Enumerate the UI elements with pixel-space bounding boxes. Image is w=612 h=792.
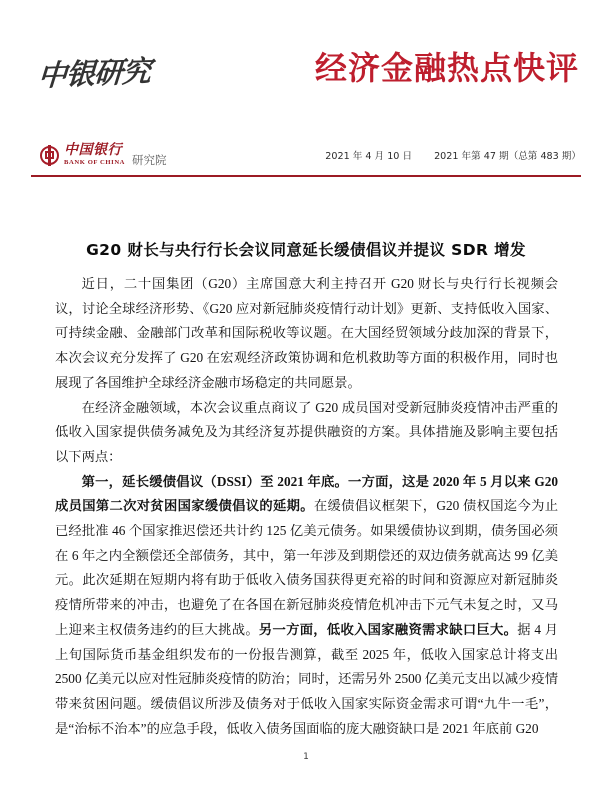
article-title: G20 财长与央行行长会议同意延长缓债倡议并提议 SDR 增发 [86, 241, 526, 260]
body-text: 近日，二十国集团（G20）主席国意大利主持召开 G20 财长与央行行长视频会议，讨论全球经济形势、《G20 应对新冠肺炎疫情行动计划》更新、支持低收入国家、可持续金融、金融部门改革和国际税收等议题。在大国经贸领域分歧加深的背景下，本次会议充分发挥了 G20 在宏观经济政策协调和危机救助等方面的积极作用，同时也展现了各国维护全球经济金融市场稳定的共同愿景。 [55, 276, 558, 390]
bank-of-china-emblem-icon [40, 146, 59, 165]
article-body [55, 272, 558, 741]
publication-date: 2021 年 4 月 10 日 [325, 151, 413, 162]
issue-number: 2021 年第 47 期（总第 483 期） [434, 151, 581, 162]
brand-calligraphy-logo: 中银研究 [36, 53, 152, 93]
emphasis-text: 第一，延长缓债倡议（DSSI）至 2021 年底。一方面，这是 2020 年 5 月以来 G20 成员国第二次对贫困国家缓债倡议的延期。 [55, 473, 558, 514]
subheader [31, 139, 581, 171]
publication-title: 经济金融热点快评 [314, 49, 579, 87]
paragraph [55, 396, 558, 470]
paragraph [55, 272, 558, 396]
emphasis-text: 另一方面，低收入国家融资需求缺口巨大。 [258, 621, 518, 637]
body-text: 在经济金融领域，本次会议重点商议了 G20 成员国对受新冠肺炎疫情冲击严重的低收入国家提供债务减免及为其经济复苏提供融资的方案。具体措施及影响主要包括以下两点： [55, 399, 558, 464]
page-number: 1 [303, 752, 309, 762]
bank-name-en: BANK OF CHINA [64, 159, 126, 166]
bank-of-china-logo-group [40, 139, 167, 171]
body-text: 在缓债倡议框架下，G20 债权国迄今为止已经批准 46 个国家推迟偿还共计约 125 亿美元债务。如果缓债协议到期，债务国必须在 6 年之内全额偿还全部债务，其中，第一年涉及到期偿还的双边债务就高达 99 亿美元。此次延期在短期内将有助于低收入债务国获得更充裕的时间和资源应对新冠肺炎疫情所带来的冲击，也避免了在各国在新冠肺炎疫情危机冲击下元气未复之时，又马上迎来主权债务违约的巨大挑战。 [55, 498, 559, 637]
header-divider [31, 175, 581, 177]
bank-name-cn: 中国银行 [64, 142, 122, 158]
department-label: 研究院 [132, 153, 167, 167]
bank-name-block [64, 143, 125, 167]
masthead [0, 44, 612, 110]
issue-info [325, 148, 581, 162]
body-text: 据 4 月上旬国际货币基金组织发布的一份报告测算，截至 2025 年，低收入国家总计将支出 2500 亿美元以应对性冠肺炎疫情的防治；同时，还需另外 2500 亿美元支出以减少疫情带来贫困问题。缓债倡议所涉及债务对于低收入国家实际资金需求可谓“九牛一毛”，是“治标不治本”的应急手段，低收入债务国面临的庞大融资缺口是 2021 年底前 G20 [55, 621, 559, 736]
paragraph [55, 470, 558, 742]
